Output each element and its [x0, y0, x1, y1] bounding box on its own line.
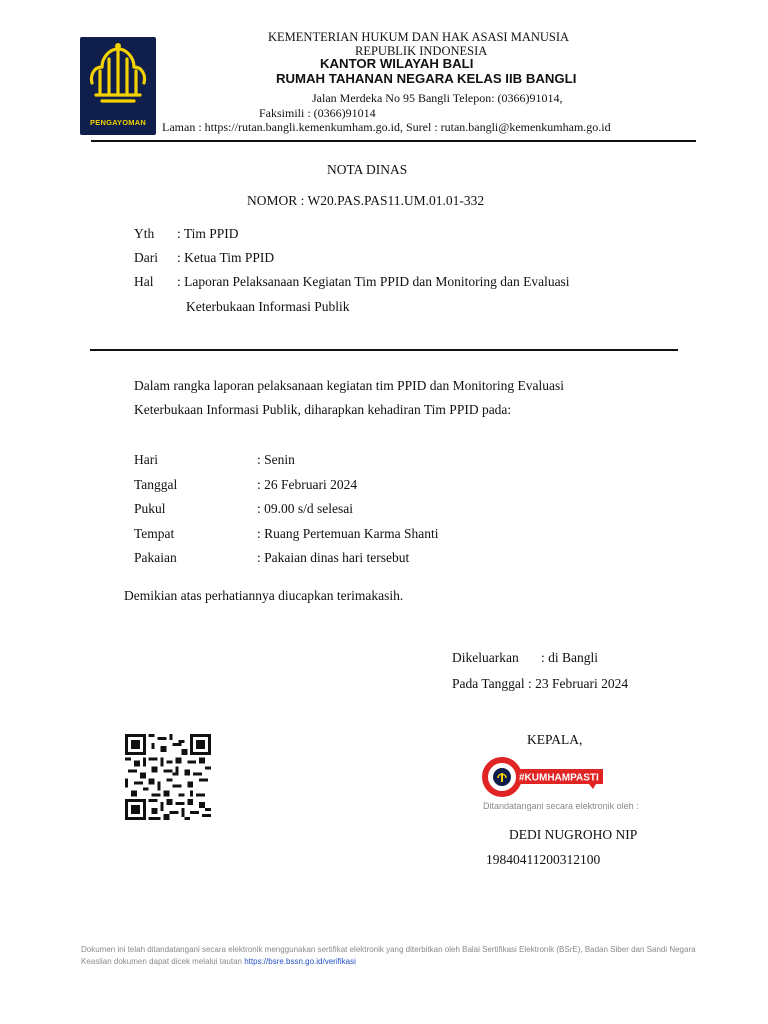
badge-text: #KUMHAMPASTI	[519, 772, 599, 784]
closing-text: Demikian atas perhatiannya diucapkan terimakasih.	[124, 588, 404, 603]
detail-value-time: : 09.00 s/d selesai	[257, 501, 353, 516]
subject-value-continued: Keterbukaan Informasi Publik	[186, 299, 350, 314]
pengayoman-emblem-icon	[80, 37, 156, 119]
memo-title: NOTA DINAS	[327, 162, 408, 177]
subject-label: Hal	[134, 274, 154, 289]
contact-line: Laman : https://rutan.bangli.kemenkumham.go.id, Surel : rutan.bangli@kemenkumham.go.id	[162, 120, 611, 134]
office-name: KANTOR WILAYAH BALI	[320, 56, 474, 71]
from-label: Dari	[134, 250, 158, 265]
detail-value-place: : Ruang Pertemuan Karma Shanti	[257, 526, 439, 541]
memo-number: NOMOR : W20.PAS.PAS11.UM.01.01-332	[247, 193, 485, 208]
from-value: : Ketua Tim PPID	[177, 250, 275, 265]
detail-label-time: Pukul	[134, 501, 166, 516]
detail-value-date: : 26 Februari 2024	[257, 477, 358, 492]
issued-date: Pada Tanggal : 23 Februari 2024	[452, 676, 629, 691]
signatory-position: KEPALA,	[527, 732, 583, 747]
signatory-name: DEDI NUGROHO NIP	[509, 827, 638, 842]
verification-qr-code[interactable]	[125, 734, 211, 820]
to-value: : Tim PPID	[177, 226, 239, 241]
detail-label-place: Tempat	[134, 526, 175, 541]
detail-label-date: Tanggal	[134, 477, 178, 492]
e-sign-note: Ditandatangani secara elektronik oleh :	[483, 801, 639, 811]
footer-verification-prefix: Keaslian dokumen dapat dicek melalui tautan	[81, 957, 242, 966]
address-line-2: Faksimili : (0366)91014	[259, 106, 376, 120]
kumhampasti-badge	[481, 756, 611, 798]
institution-logo	[80, 37, 156, 135]
intro-line-2: Keterbukaan Informasi Publik, diharapkan kehadiran Tim PPID pada:	[134, 402, 512, 417]
memo-divider	[90, 349, 678, 351]
issued-place-value: : di Bangli	[541, 650, 598, 665]
subject-value: : Laporan Pelaksanaan Kegiatan Tim PPID dan Monitoring dan Evaluasi	[177, 274, 570, 289]
intro-line-1: Dalam rangka laporan pelaksanaan kegiatan tim PPID dan Monitoring Evaluasi	[134, 378, 565, 393]
footer-certificate-note: Dokumen ini telah ditandatangani secara elektronik menggunakan sertifikat elektronik yang diterbitkan oleh Balai Sertifikasi Elektronik (BSrE), Badan Siber dan Sandi Negara	[81, 945, 696, 954]
verification-link[interactable]: https://bsre.bssn.go.id/verifikasi	[244, 957, 356, 966]
logo-caption: PENGAYOMAN	[80, 117, 156, 129]
address-line-1: Jalan Merdeka No 95 Bangli Telepon: (0366)91014,	[312, 91, 563, 105]
header-divider	[91, 140, 696, 142]
footer-verification-line	[81, 957, 356, 966]
detail-label-day: Hari	[134, 452, 158, 467]
detail-value-day: : Senin	[257, 452, 295, 467]
republic-name: REPUBLIK INDONESIA	[355, 44, 488, 58]
signatory-nip: 19840411200312100	[486, 852, 601, 867]
issued-place-label: Dikeluarkan	[452, 650, 519, 665]
ministry-name: KEMENTERIAN HUKUM DAN HAK ASASI MANUSIA	[268, 30, 570, 44]
detail-value-attire: : Pakaian dinas hari tersebut	[257, 550, 410, 565]
institution-name: RUMAH TAHANAN NEGARA KELAS IIB BANGLI	[276, 71, 577, 86]
to-label: Yth	[134, 226, 155, 241]
detail-label-attire: Pakaian	[134, 550, 177, 565]
